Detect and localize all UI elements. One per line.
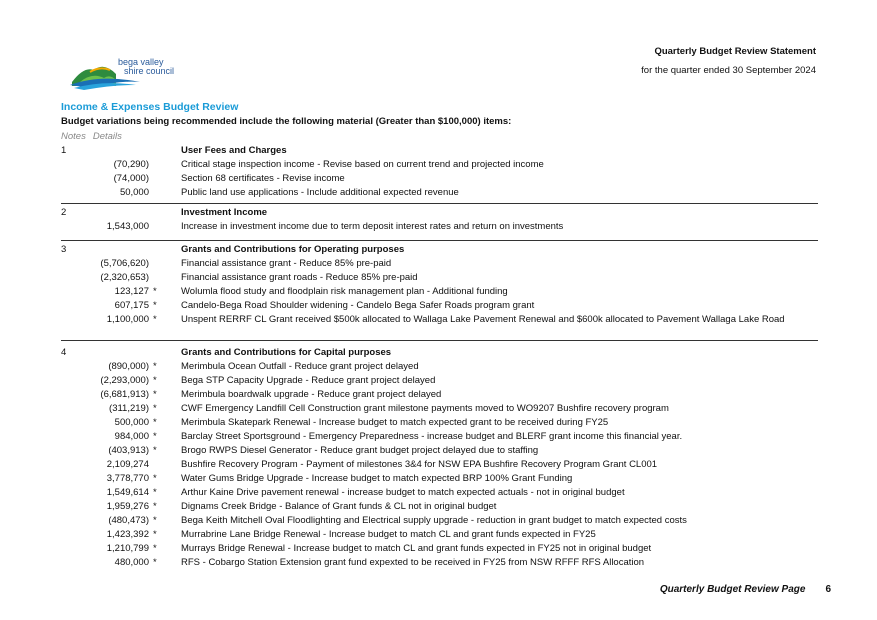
table-row [0,172,877,186]
table-row [0,472,877,486]
group-heading: Grants and Contributions for Operating purposes [181,244,405,255]
table-row [0,444,877,458]
flag-marker: * [153,314,157,325]
group-divider [61,203,818,204]
section-title: Income & Expenses Budget Review [61,101,239,113]
amount: (890,000) [108,361,149,372]
item-description: Section 68 certificates - Revise income [181,173,345,184]
amount: 1,210,799 [106,543,149,554]
flag-marker: * [153,361,157,372]
note-number: 1 [61,145,67,156]
table-row [0,542,877,556]
item-description: Barclay Street Sportsground - Emergency Preparedness - increase budget and BLERF grant income this financial year. [181,431,683,442]
group-heading: Grants and Contributions for Capital purposes [181,347,392,358]
table-row [0,374,877,388]
item-description: Bega Keith Mitchell Oval Floodlighting and Electrical supply upgrade - reduction in grant budget to match expected costs [181,515,687,526]
amount: 1,543,000 [106,221,149,232]
group-heading: Investment Income [181,207,268,218]
table-row [0,220,877,234]
section-intro: Budget variations being recommended include the following material (Greater than $100,000) items: [61,116,512,127]
table-row [0,158,877,172]
item-description: Unspent RERRF CL Grant received $500k allocated to Wallaga Lake Pavement Renewal and $600k allocated to Pavement Wallaga Lake Road [181,314,785,325]
amount: 480,000 [114,557,149,568]
item-description: Increase in investment income due to term deposit interest rates and return on investments [181,221,564,232]
table-row [0,500,877,514]
flag-marker: * [153,389,157,400]
amount: (480,473) [108,515,149,526]
table-row [0,416,877,430]
group-heading-row [0,243,877,257]
item-description: Bega STP Capacity Upgrade - Reduce grant project delayed [181,375,436,386]
amount: 123,127 [114,286,149,297]
group-divider [61,240,818,241]
page-footer [660,584,831,595]
table-row [0,186,877,200]
flag-marker: * [153,501,157,512]
amount: (311,219) [109,403,149,414]
flag-marker: * [153,375,157,386]
flag-marker: * [153,487,157,498]
item-description: Financial assistance grant roads - Reduce 85% pre-paid [181,272,418,283]
item-description: Merimbula Skatepark Renewal - Increase budget to match expected grant to be received during FY25 [181,417,609,428]
table-row [0,556,877,570]
amount: (6,681,913) [100,389,149,400]
amount: 2,109,274 [106,459,149,470]
group-heading-row [0,144,877,158]
group-heading-row [0,346,877,360]
item-description: Dignams Creek Bridge - Balance of Grant funds & CL not in original budget [181,501,497,512]
group-divider [61,340,818,341]
flag-marker: * [153,557,157,568]
note-number: 2 [61,207,67,218]
logo-line-2: shire council [124,66,175,76]
item-description: Murrabrine Lane Bridge Renewal - Increase budget to match CL and grant funds expected in FY25 [181,529,596,540]
statement-title: Quarterly Budget Review Statement [654,46,816,57]
item-description: CWF Emergency Landfill Cell Construction grant milestone payments moved to WO9207 Bushfire recovery program [181,403,669,414]
amount: (70,290) [113,159,149,170]
amount: 1,549,614 [106,487,149,498]
flag-marker: * [153,403,157,414]
amount: 1,100,000 [106,314,149,325]
table-row [0,257,877,271]
item-description: Public land use applications - Include additional expected revenue [181,187,459,198]
item-description: Merimbula boardwalk upgrade - Reduce grant project delayed [181,389,442,400]
amount: 500,000 [114,417,149,428]
flag-marker: * [153,300,157,311]
item-description: Merimbula Ocean Outfall - Reduce grant project delayed [181,361,419,372]
amount: 50,000 [119,187,149,198]
amount: 1,423,392 [106,529,149,540]
amount: (2,293,000) [100,375,149,386]
item-description: RFS - Cobargo Station Extension grant fund expexted to be received in FY25 from NSW RFFF RFS Allocation [181,557,645,568]
flag-marker: * [153,473,157,484]
amount: 984,000 [114,431,149,442]
amount: (74,000) [113,173,149,184]
flag-marker: * [153,417,157,428]
table-row [0,299,877,313]
column-header-notes: Notes [61,131,86,142]
item-description: Candelo-Bega Road Shoulder widening - Candelo Bega Safer Roads program grant [181,300,535,311]
page-number: 6 [825,584,831,595]
item-description: Arthur Kaine Drive pavement renewal - increase budget to match expected actuals - not in original budget [181,487,625,498]
flag-marker: * [153,529,157,540]
table-row [0,486,877,500]
table-row [0,360,877,374]
amount: 3,778,770 [106,473,149,484]
item-description: Brogo RWPS Diesel Generator - Reduce grant budget project delayed due to staffing [181,445,539,456]
item-description: Bushfire Recovery Program - Payment of milestones 3&4 for NSW EPA Bushfire Recovery Program Grant CL001 [181,459,658,470]
item-description: Financial assistance grant - Reduce 85% pre-paid [181,258,392,269]
amount: (2,320,653) [100,272,149,283]
note-number: 4 [61,347,67,358]
statement-period: for the quarter ended 30 September 2024 [641,65,816,76]
table-row [0,528,877,542]
table-row [0,388,877,402]
flag-marker: * [153,431,157,442]
item-description: Critical stage inspection income - Revise based on current trend and projected income [181,159,544,170]
table-row [0,402,877,416]
item-description: Murrays Bridge Renewal - Increase budget to match CL and grant funds expected in FY25 not in original budget [181,543,652,554]
amount: 607,175 [114,300,149,311]
table-row [0,430,877,444]
footer-label: Quarterly Budget Review Page [659,584,806,595]
table-row [0,271,877,285]
flag-marker: * [153,286,157,297]
amount: (403,913) [108,445,149,456]
flag-marker: * [153,543,157,554]
group-heading: User Fees and Charges [181,145,287,156]
amount: 1,959,276 [106,501,149,512]
logo-line-1: bega valley [118,57,164,67]
note-number: 3 [61,244,67,255]
table-row [0,458,877,472]
table-row [0,514,877,528]
amount: (5,706,620) [100,258,149,269]
group-heading-row [0,206,877,220]
table-row [0,313,877,327]
column-header-details: Details [92,131,122,142]
item-description: Water Gums Bridge Upgrade - Increase budget to match expected BRP 100% Grant Funding [181,473,573,484]
table-row [0,285,877,299]
item-description: Wolumla flood study and floodplain risk management plan - Additional funding [181,286,508,297]
flag-marker: * [153,515,157,526]
flag-marker: * [153,445,157,456]
